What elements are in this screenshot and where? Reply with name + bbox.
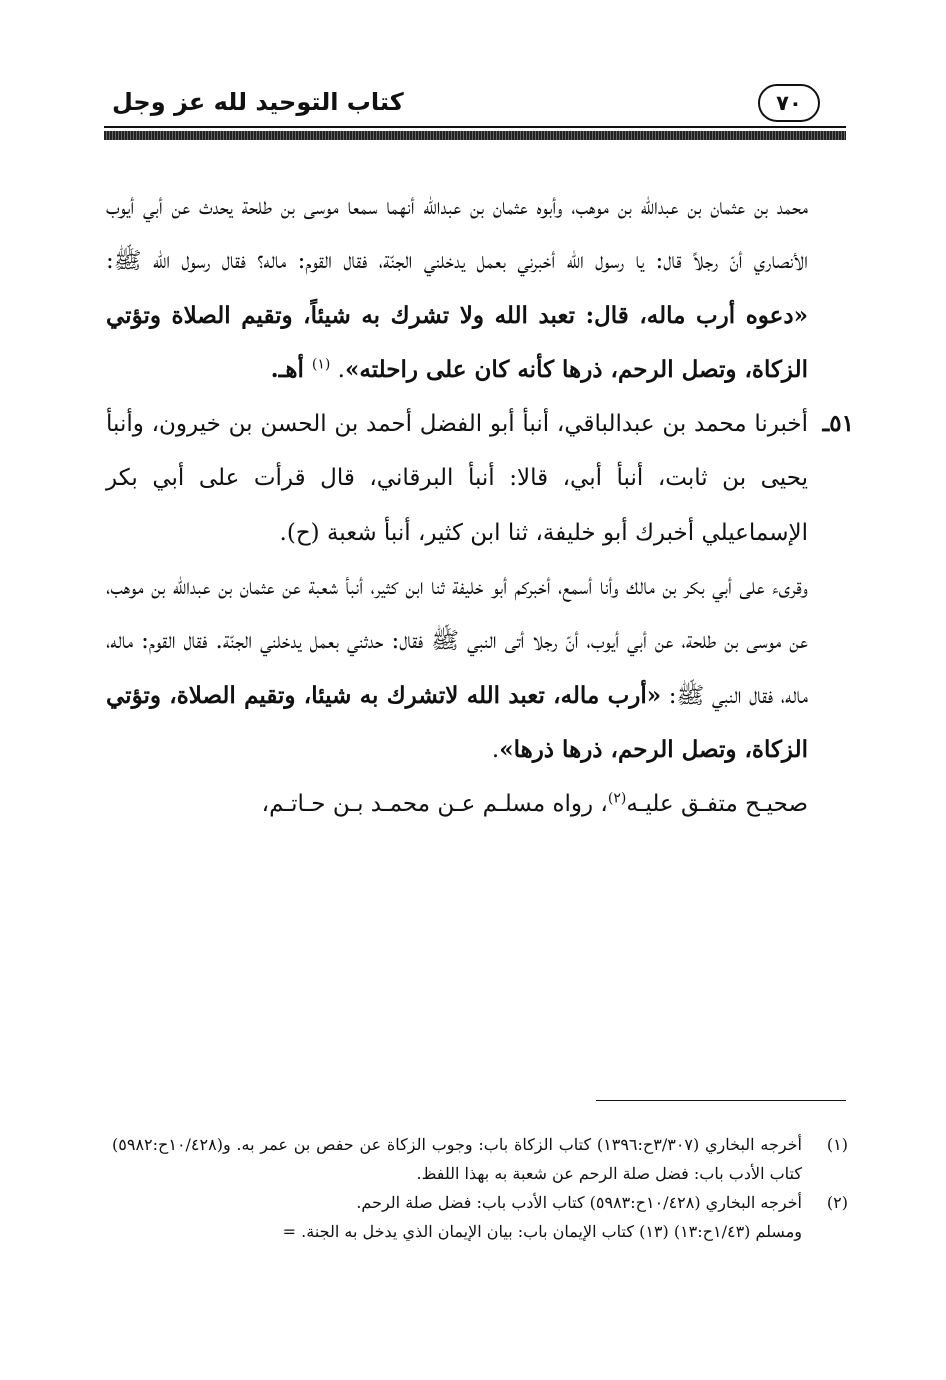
- footnote-text: ومسلم (١/٤٣ح:١٣) (١٣) كتاب الإيمان باب: بيان الإيمان الذي يدخل به الجنة. =: [282, 1222, 802, 1241]
- footnote-text: أخرجه البخاري (١٠/٤٢٨ح:٥٩٨٣) كتاب الأدب باب: فضل صلة الرحم.: [356, 1193, 802, 1212]
- footnote-number: (١): [826, 1135, 848, 1154]
- header-rule-thick: [104, 131, 846, 140]
- paragraph: [106, 777, 808, 831]
- footnote-ref: (١): [311, 356, 331, 373]
- hadith-quote: «أرب ماله، تعبد الله لاتشرك به شيئا، وتقيم الصلاة، وتؤتي الزكاة، وتصل الرحم، ذرها ذرها»: [106, 681, 808, 763]
- main-text: [106, 180, 854, 832]
- text-segment: صحيـح متفـق عليـه: [626, 791, 808, 818]
- hadith-quote: «دعوه أرب ماله، قال: تعبد الله ولا تشرك به شيئاً، وتقيم الصلاة وتؤتي الزكاة، وتصل الرحم، ذرها كأنه كان على راحلته»: [106, 301, 808, 383]
- text-segment: محمد بن عثمان بن عبدالله بن موهب، وأبوه عثمان بن عبدالله أنهما سمعا موسى بن طلحة يحدث عن أبي أيوب الأنصاري أنّ رجلاً قال: يا رسول الله أخبرني بعمل يدخلني الجنّة، فقال القوم: ماله؟ فقال رسول الله ﷺ:: [106, 194, 808, 275]
- item-number: ٥١ـ: [822, 410, 854, 438]
- running-title: كتاب التوحيد لله عز وجل: [112, 88, 404, 116]
- text-segment: .: [491, 736, 500, 763]
- footnotes: [112, 1130, 848, 1246]
- text-segment: وقرىء على أبي بكر بن مالك وأنا أسمع، أخبركم أبو خليفة ثنا ابن كثير، أنبأ شعبة عن عثمان بن عبدالله بن موهب، عن موسى بن طلحة، عن أبي أيوب، أنّ رجلا أتى النبي ﷺ فقال: حدثني بعمل يدخلني الجنّة. فقال القوم: ماله، ماله، فقال النبي ﷺ:: [106, 574, 808, 709]
- paragraph: [106, 180, 808, 397]
- paragraph: [106, 560, 808, 777]
- footnote: [112, 1130, 848, 1188]
- text-segment: ، رواه مسلـم عـن محمـد بـن حـاتـم،: [261, 791, 608, 818]
- footnote-text: أخرجه البخاري (٣/٣٠٧ح:١٣٩٦) كتاب الزكاة باب: وجوب الزكاة عن حفص بن عمر به. و(١٠/٤٢٨ح:٥٩٨٢) كتاب الأدب باب: فضل صلة الرحم عن شعبة به بهذا اللفظ.: [112, 1135, 802, 1183]
- hadith-quote: أهـ.: [270, 355, 312, 383]
- footnote: [112, 1188, 848, 1246]
- footnote-ref: (٢): [607, 790, 627, 807]
- header-rule: [104, 126, 846, 128]
- page-header: [104, 78, 846, 144]
- text-segment: أخبرنا محمد بن عبدالباقي، أنبأ أبو الفضل أحمد بن الحسن بن خيرون، وأنبأ يحيى بن ثابت، أنبأ أبي، قالا: أنبأ البرقاني، قال قرأت على أبي بكر الإسماعيلي أخبرك أبو خليفة، ثنا ابن كثير، أنبأ شعبة (ح).: [106, 411, 808, 546]
- paragraph: [106, 397, 854, 560]
- footnote-number: (٢): [826, 1193, 848, 1212]
- page-number-badge: ٧٠: [758, 84, 820, 122]
- text-segment: .: [330, 356, 345, 383]
- footnote-separator: [596, 1100, 846, 1101]
